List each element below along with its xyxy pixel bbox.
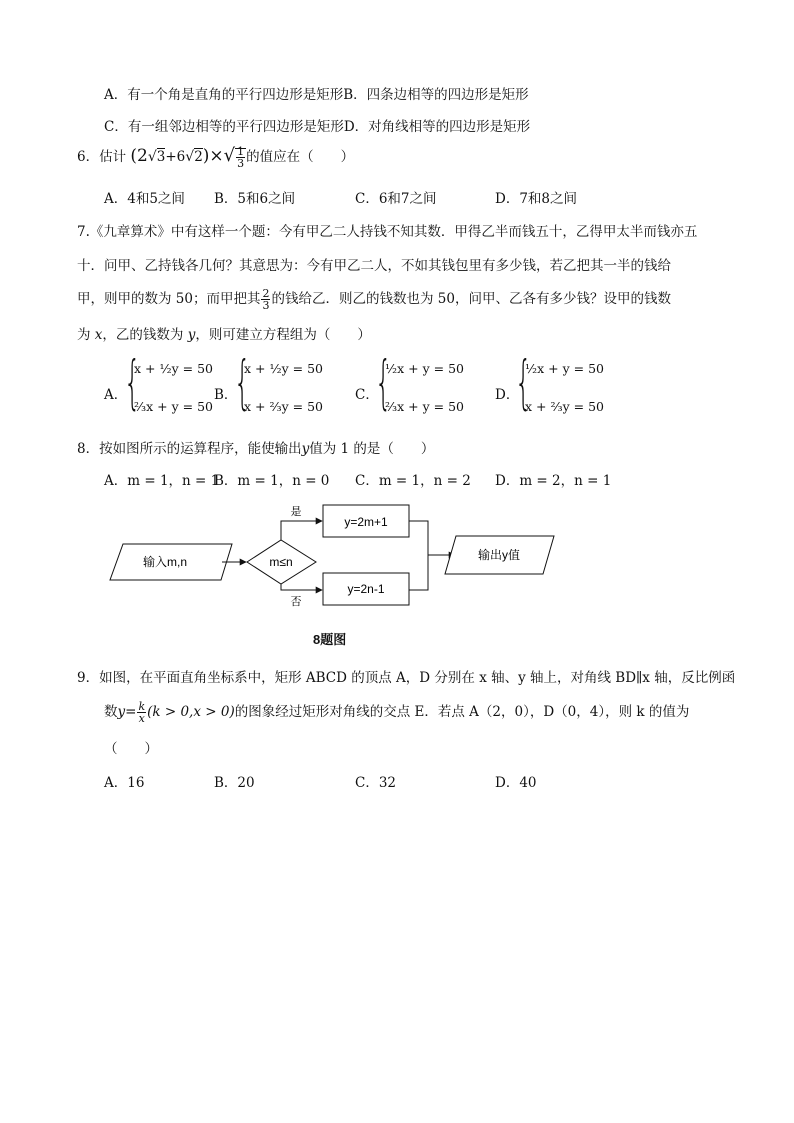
q6-root2: 2 — [194, 149, 203, 165]
q6-expr-open: (2 — [130, 146, 148, 166]
q9-line2: 数y= $\frac{k}{x}$ (k > 0,x > 0)的图象经过矩形对角线的交点 E．若点 A（2，0），D（0，4），则 k 的值为 — [104, 700, 690, 725]
q6-tail: 的值应在（ ） — [246, 149, 355, 165]
q5-option-a: A．有一个角是直角的平行四边形是矩形 — [104, 87, 344, 103]
q9-option-a: A．16 — [104, 775, 145, 791]
q5-option-c-d — [104, 115, 530, 135]
q8-stem: 8．按如图所示的运算程序，能使输出y值为 1 的是（ ） — [77, 441, 435, 457]
q7-option-c: C． { ½x + y = 50 ⅔x + y = 50 — [355, 348, 464, 416]
flow-arrow-yes — [281, 521, 322, 540]
q6-expr-close: )× — [202, 146, 224, 166]
q7-line1: 7.《九章算术》中有这样一个题：今有甲乙二人持钱不知其数．甲得乙半而钱五十，乙得甲太半而钱亦五 — [77, 224, 698, 240]
q9-condition: (k > 0,x > 0) — [147, 704, 235, 720]
q7-option-d: D． { ½x + y = 50 x + ⅔y = 50 — [495, 348, 604, 416]
q9-line3: （ ） — [104, 741, 158, 757]
q8-flowchart — [0, 500, 794, 640]
q7-line3-a: 甲，则甲的数为 50；而甲把其 — [77, 291, 261, 307]
q6-stem: 6．估计 (2√3+6√2)×√ $\frac{1}{3}$ 的值应在（ ） — [77, 145, 355, 170]
q7-fraction: $\frac{2}{3}$ — [262, 287, 270, 312]
q8-option-b: B．m = 1，n = 0 — [214, 473, 330, 489]
q7-option-a: A． { x + ½y = 50 ⅔x + y = 50 — [104, 348, 213, 416]
q7-line2: 十．问甲、乙持钱各几何？其意思为：今有甲乙二人，不如其钱包里有多少钱，若乙把其一半的钱给 — [77, 258, 671, 274]
q6-option-a: A．4和5之间 — [104, 191, 185, 207]
q9-line1: 9．如图，在平面直角坐标系中，矩形 ABCD 的顶点 A，D 分别在 x 轴、y 轴上，对角线 BD∥x 轴，反比例函 — [77, 670, 736, 686]
q7-option-d-label: D． — [495, 387, 520, 403]
q9-option-c: C．32 — [355, 775, 397, 791]
q9-func-y: y — [117, 704, 126, 720]
q8-var-y: y — [301, 441, 310, 457]
q7-option-b-eq2: x + ⅔y = 50 — [244, 399, 323, 414]
q5-option-a-b — [104, 83, 529, 103]
q7-option-b-label: B． — [214, 387, 238, 403]
q7-option-b: B． { x + ½y = 50 x + ⅔y = 50 — [214, 348, 323, 416]
q7-line3 — [77, 287, 671, 311]
q5-option-b: B．四条边相等的四边形是矩形 — [343, 87, 529, 103]
q6-fraction: $\frac{1}{3}$ — [237, 145, 245, 170]
q9-fraction: $\frac{k}{x}$ — [138, 700, 146, 725]
q6-option-b: B．5和6之间 — [214, 191, 296, 207]
q7-line3-b: 的钱给乙．则乙的钱数也为 50，问甲、乙各有多少钱？设甲的钱数 — [271, 291, 671, 307]
flow-box-yes-label: y=2m+1 — [344, 515, 388, 529]
flow-output-label: 输出y值 — [477, 548, 521, 562]
q8-option-c: C．m = 1，n = 2 — [355, 473, 471, 489]
q7-var-x: x — [94, 327, 103, 343]
q6-number: 6．估计 — [77, 149, 127, 165]
q7-option-c-eq2: ⅔x + y = 50 — [385, 399, 464, 414]
q7-option-b-eq1: x + ½y = 50 — [244, 361, 323, 376]
q9-option-b: B．20 — [214, 775, 255, 791]
flow-box-no-label: y=2n-1 — [347, 582, 385, 596]
q8-option-d: D．m = 2，n = 1 — [495, 473, 612, 489]
q7-var-y: y — [187, 327, 196, 343]
q7-option-d-eq2: x + ⅔y = 50 — [525, 399, 604, 414]
flow-input-label: 输入m,n — [142, 555, 188, 569]
q7-option-d-eq1: ½x + y = 50 — [525, 361, 604, 376]
flow-yes-label: 是 — [290, 505, 302, 518]
flow-merge-line — [409, 521, 428, 590]
q7-line4: 为 x，乙的钱数为 y，则可建立方程组为（ ） — [77, 327, 371, 343]
flow-arrow-no — [281, 584, 322, 590]
q9-option-d: D．40 — [495, 775, 537, 791]
q7-option-a-label: A． — [104, 387, 128, 403]
q6-option-d: D．7和8之间 — [495, 191, 578, 207]
q8-figure-caption: 8题图 — [313, 632, 347, 647]
q6-option-c: C．6和7之间 — [355, 191, 437, 207]
q7-option-c-eq1: ½x + y = 50 — [385, 361, 464, 376]
q7-option-c-label: C． — [355, 387, 379, 403]
q8-option-a: A．m = 1，n = 1 — [104, 473, 220, 489]
q5-option-c: C．有一组邻边相等的平行四边形是矩形 — [104, 119, 344, 135]
q6-plus6: +6 — [165, 149, 186, 165]
q5-option-d: D．对角线相等的四边形是矩形 — [343, 119, 531, 135]
q7-option-a-eq2: ⅔x + y = 50 — [134, 399, 213, 414]
flow-no-label: 否 — [290, 595, 302, 608]
q6-root3: 3 — [156, 149, 166, 165]
flow-condition-label: m≤n — [269, 555, 293, 569]
q7-option-a-eq1: x + ½y = 50 — [134, 361, 213, 376]
